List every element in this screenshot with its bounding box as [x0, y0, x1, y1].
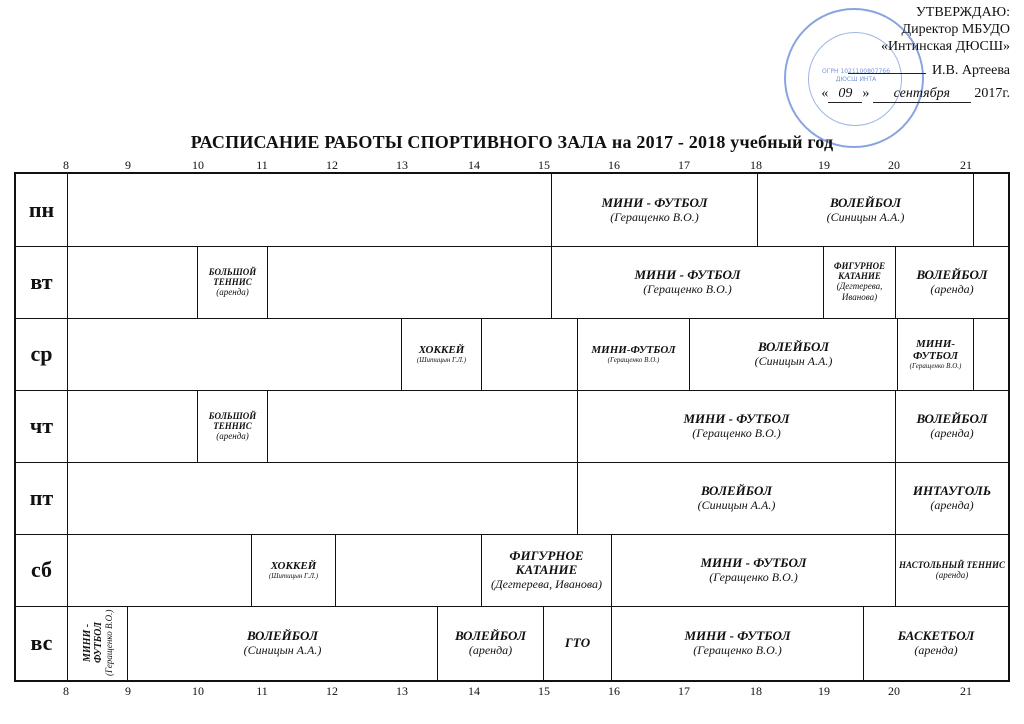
day-row [16, 246, 1008, 319]
hour-label: 10 [192, 684, 204, 698]
hour-label: 18 [750, 684, 762, 698]
hour-scale-bottom [0, 684, 1024, 698]
activity-name: БАСКЕТБОЛ [897, 628, 975, 643]
schedule-cell [68, 606, 128, 680]
approval-org: «Интинская ДЮСШ» [880, 39, 1010, 54]
hour-label: 14 [468, 684, 480, 698]
hour-label: 8 [63, 684, 69, 698]
schedule-cell [68, 246, 198, 318]
approval-heading: УТВЕРЖДАЮ: [915, 5, 1010, 20]
schedule-cell [578, 462, 896, 534]
activity-coach: (аренда) [468, 643, 513, 657]
schedule-cell [482, 534, 612, 606]
schedule-cell [896, 246, 1008, 318]
activity-coach: (аренда) [216, 286, 249, 297]
schedule-cell [68, 534, 252, 606]
schedule-grid [14, 172, 1010, 682]
activity-name: ВОЛЕЙБОЛ [829, 195, 902, 210]
activity-coach: (Дегтерева, Иванова) [836, 281, 883, 302]
schedule-cell [198, 246, 268, 318]
activity-name: ВОЛЕЙБОЛ [916, 267, 988, 282]
activity-name: БОЛЬШОЙ ТЕННИС [208, 266, 257, 287]
activity-coach: (Синицын А.А.) [697, 498, 776, 512]
hour-label: 15 [538, 158, 550, 172]
activity-name: ХОККЕЙ [418, 343, 465, 356]
activity-name: ИНТАУГОЛЬ [912, 483, 992, 498]
hour-scale-top [0, 158, 1024, 172]
activity-coach: (Шитицын Г.Л.) [416, 355, 467, 364]
day-row [16, 174, 1008, 247]
day-label: пт [16, 462, 68, 534]
approval-block [720, 4, 1010, 103]
activity-name: НАСТОЛЬНЫЙ ТЕННИС [899, 559, 1005, 570]
day-row [16, 390, 1008, 463]
activity-coach: (Геращенко В.О.) [610, 210, 699, 224]
activity-name: МИНИ - ФУТБОЛ [81, 622, 104, 664]
activity-name: ВОЛЕЙБОЛ [700, 483, 773, 498]
schedule-cell [612, 534, 896, 606]
hour-label: 17 [678, 684, 690, 698]
page-title: РАСПИСАНИЕ РАБОТЫ СПОРТИВНОГО ЗАЛА на 2017 - 2018 учебный год [190, 132, 834, 152]
activity-coach: (Синицын А.А.) [754, 354, 833, 368]
activity-name: ВОЛЕЙБОЛ [246, 628, 319, 643]
schedule-cell [552, 174, 758, 246]
activity-coach: (Шитицын Г.Л.) [268, 571, 319, 580]
day-label: сб [16, 534, 68, 606]
activity-name: ГТО [564, 635, 591, 650]
activity-name: МИНИ-ФУТБОЛ [912, 337, 959, 362]
hour-label: 18 [750, 158, 762, 172]
schedule-cell [974, 174, 1008, 246]
hour-label: 13 [396, 158, 408, 172]
activity-coach: (аренда) [930, 282, 974, 296]
activity-coach: (аренда) [935, 569, 969, 580]
hour-label: 16 [608, 158, 620, 172]
day-row [16, 318, 1008, 391]
activity-name: ФИГУРНОЕ КАТАНИЕ [833, 261, 886, 281]
activity-coach: (Геращенко В.О.) [643, 282, 732, 296]
activity-coach: (Геращенко В.О.) [103, 609, 114, 677]
hour-label: 20 [888, 684, 900, 698]
activity-name: МИНИ - ФУТБОЛ [684, 628, 791, 643]
schedule-cell [578, 318, 690, 390]
hour-label: 10 [192, 158, 204, 172]
activity-name: МИНИ - ФУТБОЛ [683, 411, 790, 426]
date-quote-open: « [821, 86, 829, 101]
approval-date-day: 09 [828, 85, 862, 103]
activity-name: ФИГУРНОЕ КАТАНИЕ [509, 548, 584, 577]
day-label: чт [16, 390, 68, 462]
schedule-cell [578, 390, 896, 462]
activity-name: ВОЛЕЙБОЛ [916, 411, 988, 426]
approval-position: Директор МБУДО [901, 22, 1010, 37]
activity-name: МИНИ - ФУТБОЛ [700, 555, 807, 570]
hour-label: 21 [960, 158, 972, 172]
activity-coach: (Геращенко В.О.) [607, 355, 660, 364]
hour-label: 17 [678, 158, 690, 172]
hour-label: 11 [256, 158, 268, 172]
schedule-cell [896, 390, 1008, 462]
day-row [16, 462, 1008, 535]
hour-label: 9 [125, 684, 131, 698]
day-label: вт [16, 246, 68, 318]
hour-label: 14 [468, 158, 480, 172]
schedule-cell [824, 246, 896, 318]
hour-label: 15 [538, 684, 550, 698]
schedule-cell [68, 462, 578, 534]
hour-label: 8 [63, 158, 69, 172]
signature-line [848, 61, 926, 74]
date-quote-close: » [862, 86, 870, 101]
hour-label: 12 [326, 158, 338, 172]
hour-label: 19 [818, 684, 830, 698]
activity-coach: (Геращенко В.О.) [693, 643, 782, 657]
schedule-cell [402, 318, 482, 390]
activity-name: ХОККЕЙ [270, 559, 317, 572]
activity-coach: (Геращенко В.О.) [709, 570, 798, 584]
activity-name: МИНИ-ФУТБОЛ [591, 343, 676, 356]
schedule-cell [268, 390, 578, 462]
hour-label: 19 [818, 158, 830, 172]
schedule-cell [974, 318, 1008, 390]
activity-coach: (аренда) [930, 498, 974, 512]
schedule-cell [198, 390, 268, 462]
activity-coach: (Геращенко В.О.) [692, 426, 781, 440]
hour-label: 20 [888, 158, 900, 172]
hour-label: 12 [326, 684, 338, 698]
hour-label: 21 [960, 684, 972, 698]
schedule-cell [68, 390, 198, 462]
activity-coach: (Дегтерева, Иванова) [491, 577, 602, 591]
activity-name: МИНИ - ФУТБОЛ [601, 195, 708, 210]
activity-name: ВОЛЕЙБОЛ [757, 339, 830, 354]
activity-coach: (Геращенко В.О.) [909, 361, 962, 370]
schedule-cell [68, 318, 402, 390]
day-row [16, 534, 1008, 607]
day-label: вс [16, 606, 68, 680]
schedule-cell [896, 534, 1008, 606]
schedule-cell [336, 534, 482, 606]
schedule-cell [552, 246, 824, 318]
schedule-cell [544, 606, 612, 680]
approval-date-year: 2017г. [974, 86, 1010, 101]
activity-coach: (аренда) [914, 643, 958, 657]
approval-date-month: сентября [873, 85, 971, 103]
schedule-cell [896, 462, 1008, 534]
schedule-cell [864, 606, 1008, 680]
schedule-cell [128, 606, 438, 680]
activity-name: ВОЛЕЙБОЛ [454, 628, 527, 643]
day-row [16, 606, 1008, 680]
day-label: ср [16, 318, 68, 390]
hour-label: 13 [396, 684, 408, 698]
hour-label: 11 [256, 684, 268, 698]
schedule-cell [68, 174, 552, 246]
hour-label: 9 [125, 158, 131, 172]
activity-coach: (Синицын А.А.) [826, 210, 905, 224]
schedule-cell [438, 606, 544, 680]
stamp-text: ОГРН 1021100807766 ДЮСШ ИНТА [821, 68, 891, 83]
activity-name: МИНИ - ФУТБОЛ [634, 267, 741, 282]
activity-coach: (аренда) [216, 430, 249, 441]
schedule-cell [690, 318, 898, 390]
day-label: пн [16, 174, 68, 246]
schedule-cell [758, 174, 974, 246]
schedule-cell [482, 318, 578, 390]
schedule-cell [252, 534, 336, 606]
schedule-cell [898, 318, 974, 390]
activity-coach: (Синицын А.А.) [243, 643, 322, 657]
vertical-text [82, 606, 114, 680]
hour-label: 16 [608, 684, 620, 698]
schedule-cell [268, 246, 552, 318]
activity-coach: (аренда) [930, 426, 974, 440]
schedule-cell [612, 606, 864, 680]
activity-name: БОЛЬШОЙ ТЕННИС [208, 410, 257, 431]
approval-signer: И.В. Артеева [931, 63, 1010, 78]
